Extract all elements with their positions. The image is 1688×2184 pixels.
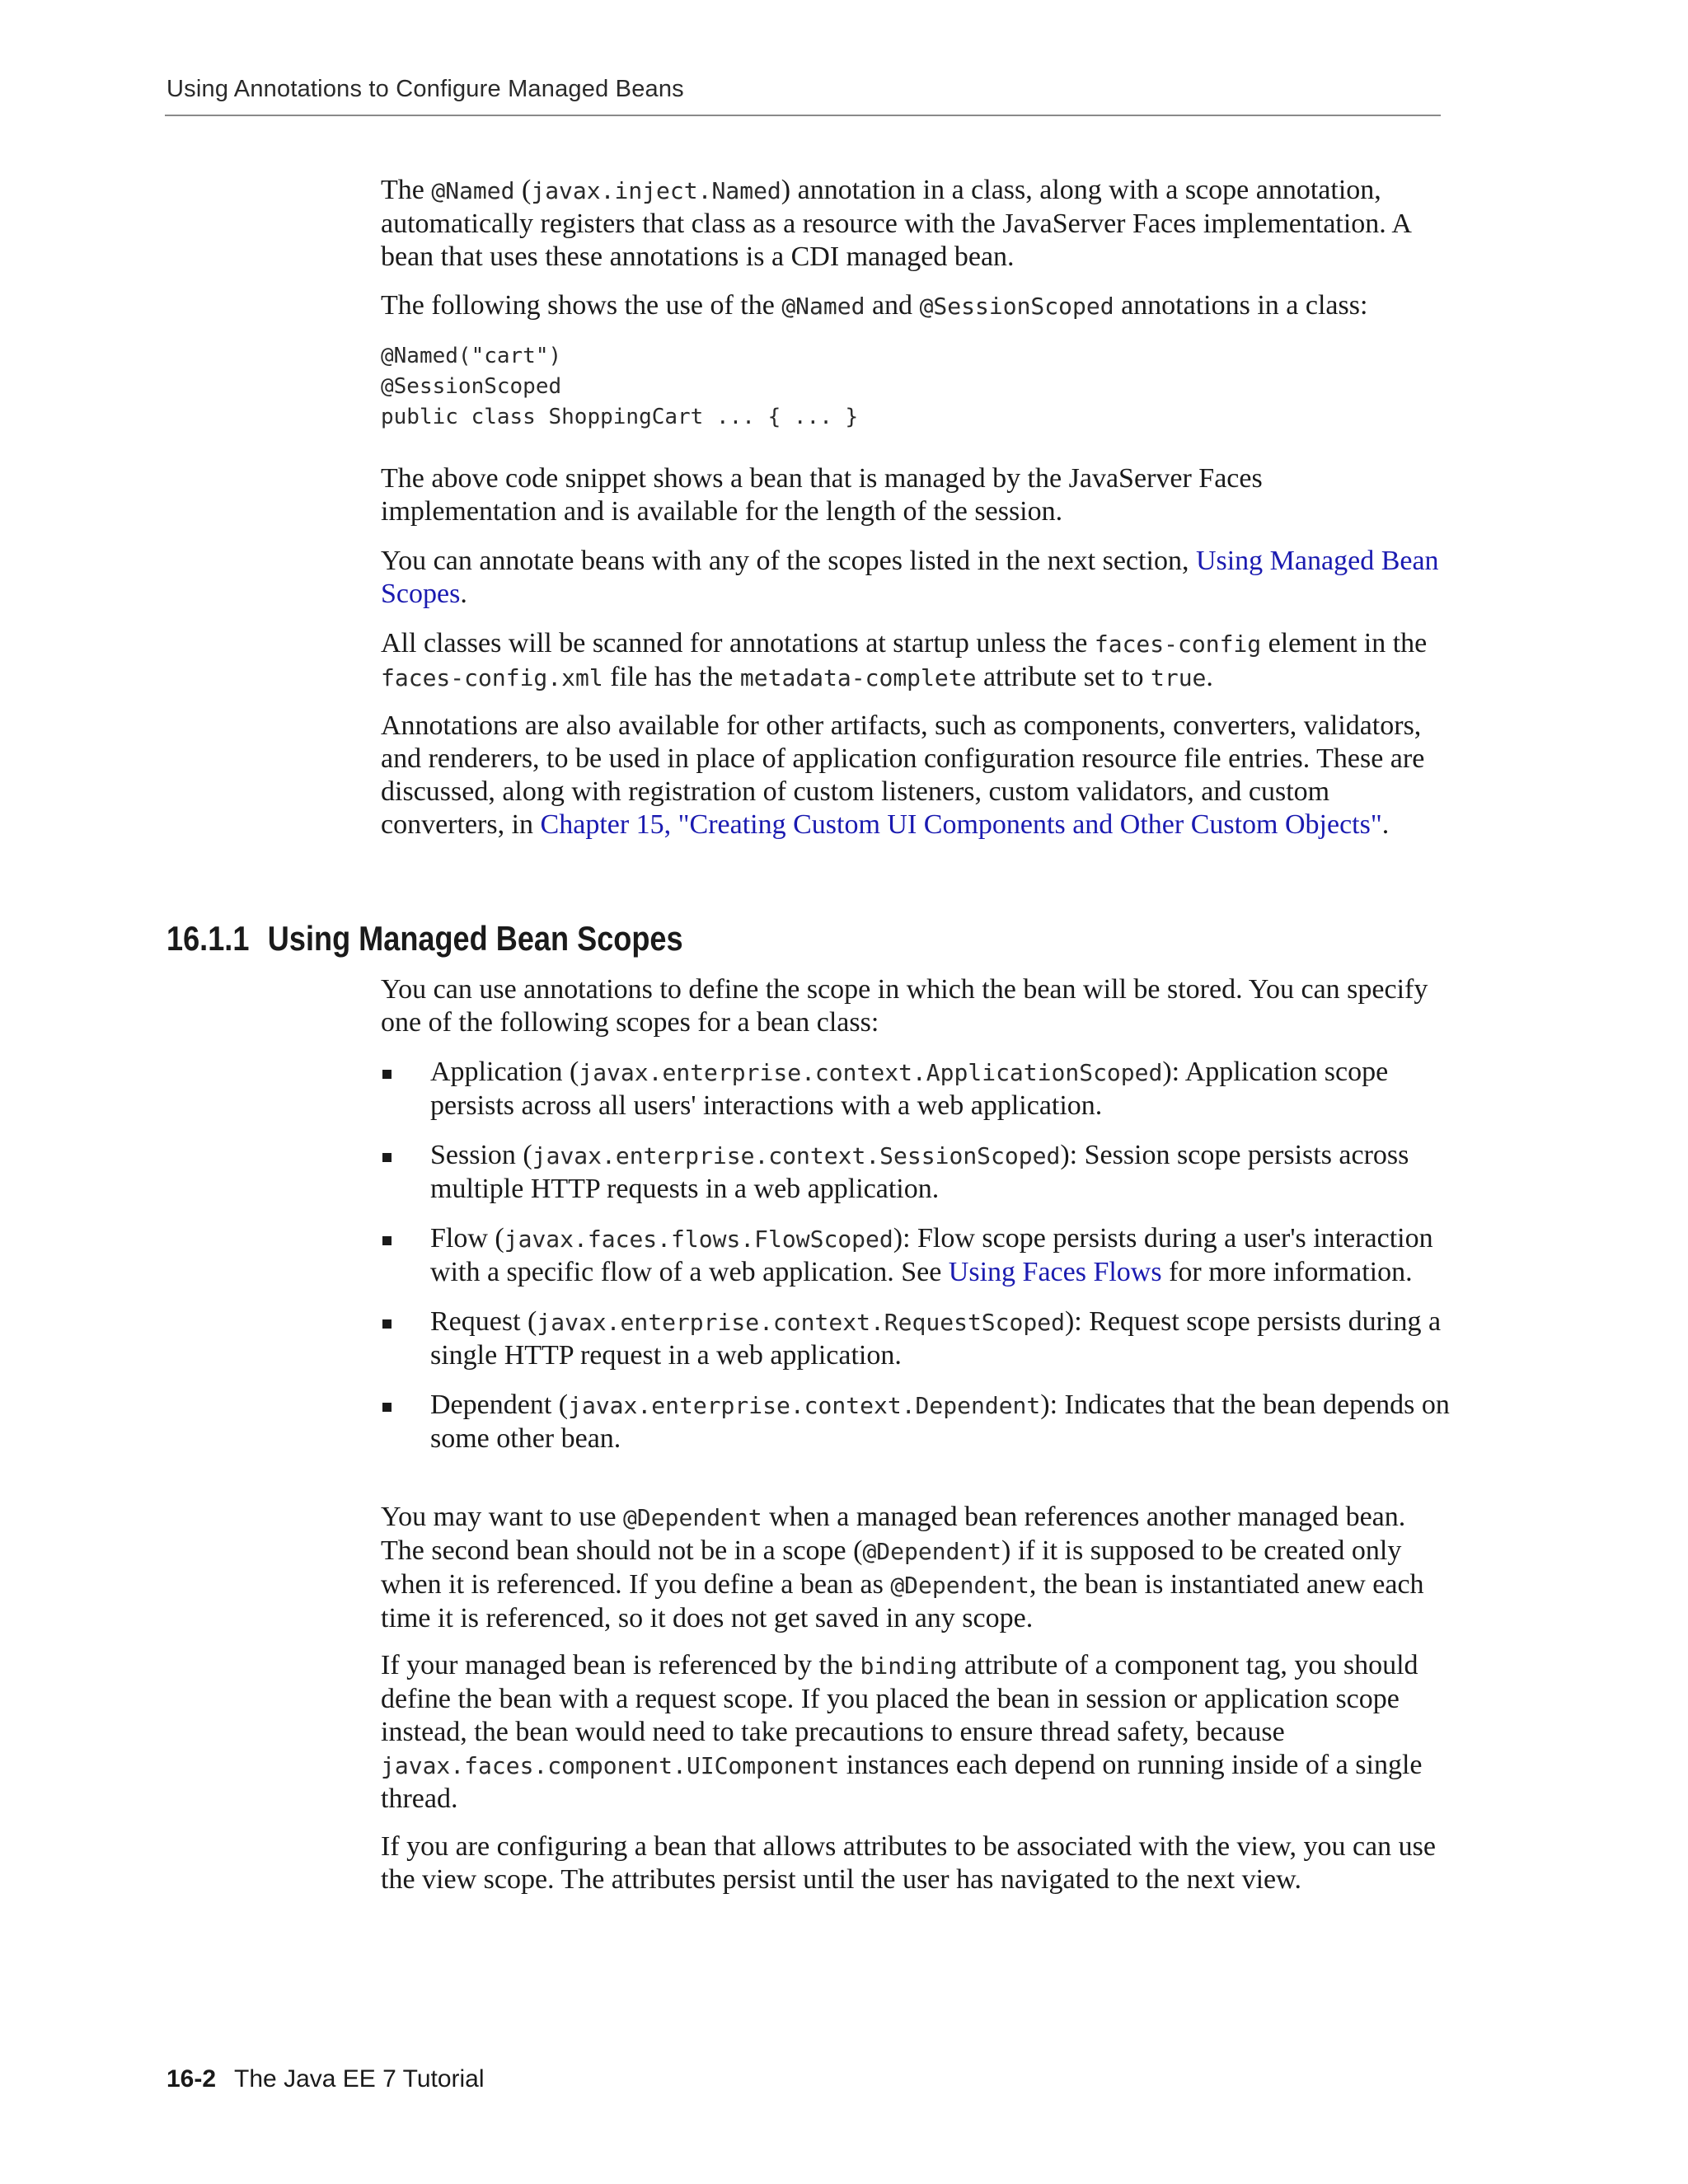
link-using-faces-flows[interactable]: Using Faces Flows bbox=[948, 1257, 1162, 1287]
inline-code: true bbox=[1150, 664, 1207, 691]
bullet-square-icon bbox=[382, 1236, 392, 1245]
paragraph-view-scope: If you are configuring a bean that allows attributes to be associated with the view, you can use the view scope. The attributes persist until the user has navigated to the next view. bbox=[381, 1831, 1436, 1895]
paragraph-scanning: All classes will be scanned for annotations at startup unless the faces-config element in the faces-config.xml file has the metadata-complete attribute set to true. bbox=[381, 628, 1428, 692]
paragraph-binding: If your managed bean is referenced by the binding attribute of a component tag, you should define the bean with a request scope. If you placed the bean in session or application scope instead, the bean would need to take precautions to ensure thread safety, because javax.faces.component.UIComponent instances each depend on running inside of a single thread. bbox=[381, 1650, 1423, 1814]
list-item: Request (javax.enterprise.context.RequestScoped): Request scope persists during a single HTTP request in a web application. bbox=[381, 1305, 1452, 1372]
inline-code: binding bbox=[860, 1652, 958, 1680]
inline-code: @SessionScoped bbox=[919, 293, 1114, 320]
paragraph-other-artifacts: Annotations are also available for other artifacts, such as components, converters, validators, and renderers, to be used in place of application configuration resource file entries. These are discussed, along with registration of custom listeners, custom validators, and custom converters, in Chapter 15, "Creating Custom UI Components and Other Custom Objects". bbox=[381, 710, 1425, 840]
inline-code: @Dependent bbox=[623, 1504, 762, 1531]
list-item: Flow (javax.faces.flows.FlowScoped): Flow scope persists during a user's interaction with a specific flow of a web application. See Using Faces Flows for more information. bbox=[381, 1222, 1452, 1289]
running-header: Using Annotations to Configure Managed Beans bbox=[166, 76, 684, 102]
inline-code: javax.enterprise.context.ApplicationScoped bbox=[579, 1059, 1163, 1086]
inline-code: faces-config bbox=[1094, 630, 1262, 658]
inline-code: javax.faces.component.UIComponent bbox=[381, 1752, 840, 1779]
section-number: 16.1.1 bbox=[166, 919, 250, 958]
inline-code: javax.enterprise.context.RequestScoped bbox=[537, 1309, 1065, 1336]
section-heading bbox=[166, 919, 683, 958]
list-item: Dependent (javax.enterprise.context.Dependent): Indicates that the bean depends on some other bean. bbox=[381, 1389, 1452, 1455]
bullet-square-icon bbox=[382, 1070, 392, 1079]
bullet-square-icon bbox=[382, 1319, 392, 1329]
paragraph-named-annotation: The @Named (javax.inject.Named) annotation in a class, along with a scope annotation, automatically registers that class as a resource with the JavaServer Faces implementation. A bean that uses these annotations is a CDI managed bean. bbox=[381, 175, 1411, 272]
paragraph-snippet-explanation: The above code snippet shows a bean that is managed by the JavaServer Faces implementation and is available for the length of the session. bbox=[381, 463, 1263, 527]
link-chapter-15[interactable]: Chapter 15, "Creating Custom UI Components and Other Custom Objects" bbox=[540, 809, 1382, 840]
code-line: @Named("cart") bbox=[381, 344, 562, 368]
section-title: Using Managed Bean Scopes bbox=[267, 919, 683, 958]
paragraph-code-intro: The following shows the use of the @Named and @SessionScoped annotations in a class: bbox=[381, 290, 1368, 321]
paragraph-dependent: You may want to use @Dependent when a managed bean references another managed bean. The second bean should not be in a scope (@Dependent) if it is supposed to be created only when it is referenced. If you define a bean as @Dependent, the bean is instantiated anew each time it is referenced, so it does not get saved in any scope. bbox=[381, 1502, 1424, 1633]
inline-code: metadata-complete bbox=[739, 664, 977, 691]
inline-code: @Dependent bbox=[862, 1538, 1002, 1565]
inline-code: javax.inject.Named bbox=[531, 177, 781, 204]
inline-code: javax.enterprise.context.SessionScoped bbox=[532, 1142, 1061, 1169]
code-line: public class ShoppingCart ... { ... } bbox=[381, 405, 859, 429]
list-item: Application (javax.enterprise.context.ApplicationScoped): Application scope persists across all users' interactions with a web application. bbox=[381, 1056, 1452, 1122]
scope-list bbox=[381, 1056, 1452, 1472]
inline-code: javax.enterprise.context.Dependent bbox=[568, 1392, 1041, 1419]
inline-code: @Dependent bbox=[890, 1572, 1029, 1599]
bullet-square-icon bbox=[382, 1153, 392, 1162]
code-example bbox=[381, 341, 858, 433]
inline-code: javax.faces.flows.FlowScoped bbox=[504, 1226, 893, 1253]
paragraph-section-intro: You can use annotations to define the scope in which the bean will be stored. You can specify one of the following scopes for a bean class: bbox=[381, 974, 1428, 1038]
code-line: @SessionScoped bbox=[381, 374, 562, 399]
link-managed-bean-scopes[interactable]: Using Managed Bean Scopes bbox=[381, 546, 1439, 609]
book-title: The Java EE 7 Tutorial bbox=[234, 2065, 485, 2093]
inline-code: @Named bbox=[781, 293, 865, 320]
page-number: 16-2 bbox=[166, 2065, 217, 2093]
list-item: Session (javax.enterprise.context.SessionScoped): Session scope persists across multiple HTTP requests in a web application. bbox=[381, 1139, 1452, 1206]
inline-code: @Named bbox=[431, 177, 515, 204]
bullet-square-icon bbox=[382, 1403, 392, 1412]
page-footer bbox=[166, 2065, 485, 2093]
header-rule bbox=[165, 115, 1441, 116]
paragraph-annotate-scopes: You can annotate beans with any of the scopes listed in the next section, Using Managed Bean Scopes. bbox=[381, 546, 1439, 609]
inline-code: faces-config.xml bbox=[381, 664, 603, 691]
